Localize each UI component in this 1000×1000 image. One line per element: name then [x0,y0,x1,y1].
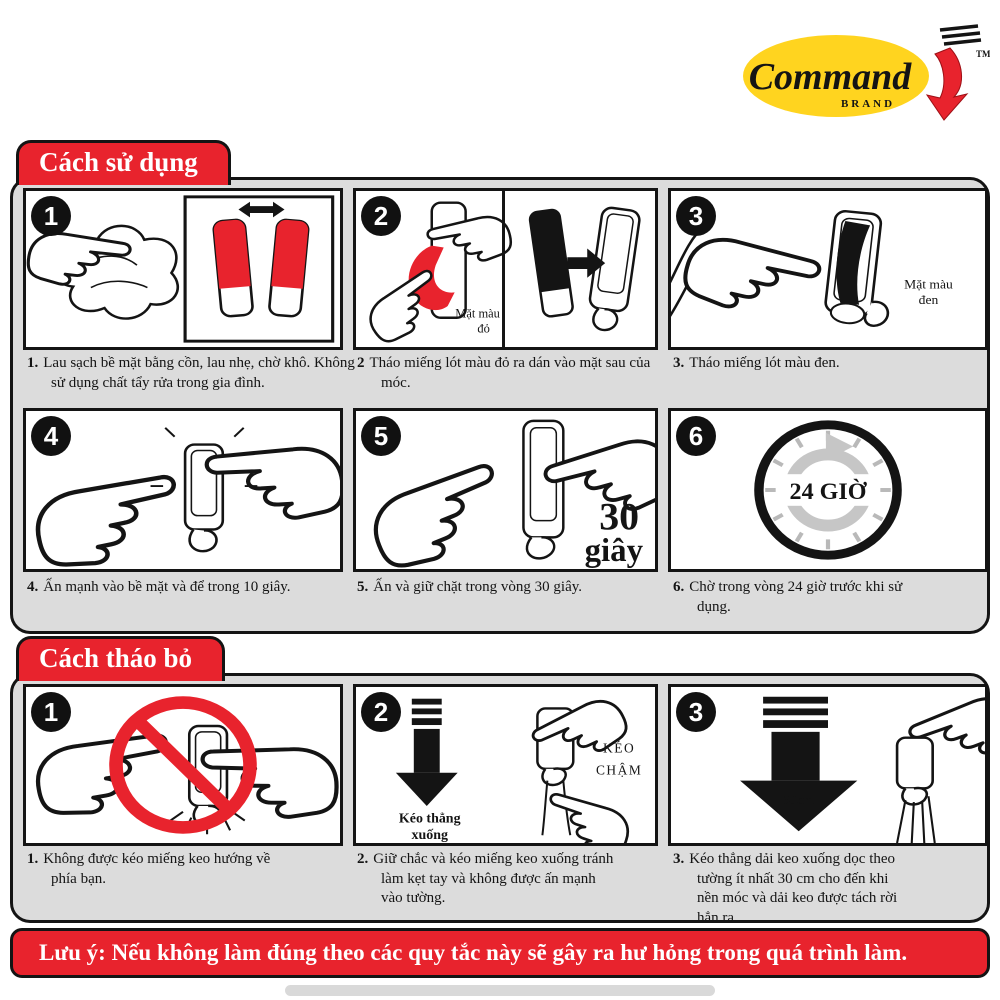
usage-step-2-frame [353,188,658,350]
black-side-label: đen [918,292,939,307]
usage-step-6-caption: 6. Chờ trong vòng 24 giờ trước khi sử dụng. [673,579,903,615]
pull-30cm-illustration [671,687,985,843]
usage-step-5-caption: 5. Ấn và giữ chặt trong vòng 30 giây. [357,579,583,595]
red-side-label: đỏ [477,321,490,336]
logo-arrow-stripes [940,26,981,44]
logo-red-arrow-icon [927,48,967,120]
clock-label: 24 GIỜ [789,479,867,505]
usage-step-6-frame [668,408,988,572]
wait-24h-illustration [671,411,985,569]
slow-pull-label: CHẬM [595,762,643,778]
wipe-surface-illustration [26,191,340,347]
removal-step-2-caption: 2. Giữ chắc và kéo miếng keo xuống tránh làm kẹt tay và không được ấn mạnh vào tường. [357,851,614,906]
peel-black-liner-illustration [671,191,985,347]
step-badge: 3 [676,692,716,732]
arrow-label: xuống [411,827,448,843]
usage-section-tab: Cách sử dụng [16,140,231,185]
hook [523,421,563,558]
hand-icon [542,793,633,843]
warning-bar [10,928,990,978]
press-hook-illustration [26,411,340,569]
step-badge: 4 [31,416,71,456]
removal-panel [10,673,990,926]
seconds-unit: giây [584,533,644,569]
no-pull-forward-illustration [26,687,340,843]
arrow-label: Kéo thẳng [398,810,461,826]
seconds-number: 30 [599,494,640,539]
usage-step-1-frame [23,188,343,350]
removal-section-tab: Cách tháo bỏ [16,636,225,681]
black-side-label: Mặt màu [904,276,953,292]
removal-section [10,636,990,928]
clock-icon [759,425,897,555]
usage-step-4-caption: 4. Ấn mạnh vào bề mặt và để trong 10 giây. [27,579,291,595]
step-badge: 6 [676,416,716,456]
arrow-distance-label: 30cm [783,792,815,807]
logo-brand-name: Command [748,56,912,98]
red-side-label: Mặt màu [455,306,500,321]
step-badge: 3 [676,196,716,236]
hand-icon [678,225,822,331]
step-badge: 1 [31,692,71,732]
command-logo [728,24,990,128]
black-strip [529,209,574,317]
removal-step-2-frame [353,684,658,846]
step-badge: 2 [361,196,401,236]
bottom-strip [285,985,715,996]
step-badge: 5 [361,416,401,456]
slow-pull-label: KÉO [603,740,636,756]
hand-icon [205,437,340,531]
usage-step-5-frame [353,408,658,572]
hook [824,210,899,327]
hook [897,738,933,805]
usage-panel [10,177,990,634]
down-arrow-icon [396,699,458,806]
removal-step-1-frame [23,684,343,846]
hand-icon [366,464,511,569]
hand-icon [33,476,181,568]
down-arrow-icon [740,697,857,832]
removal-step-3-caption: 3. Kéo thẳng dải keo xuống dọc theo tường ít nhất 30 cm cho đến khi nền móc và dải keo được tách rời hẳn ra [673,851,898,926]
removal-step-1-caption: 1. Không được kéo miếng keo hướng về phía bạn. [27,851,271,887]
step-badge: 1 [31,196,71,236]
usage-step-4-frame [23,408,343,572]
logo-sub-brand: BRAND [840,98,896,110]
usage-step-1-caption: 1. Lau sạch bề mặt bằng cồn, lau nhẹ, chờ khô. Không sử dụng chất tẩy rửa trong gia đình. [27,355,355,391]
logo-trademark: TM [976,49,990,59]
removal-step-3-frame [668,684,988,846]
usage-step-3-caption: 3. Tháo miếng lót màu đen. [673,355,840,371]
step-badge: 2 [361,692,401,732]
usage-step-2-caption: 2 Tháo miếng lót màu đỏ ra dán vào mặt sau của móc. [357,355,651,391]
warning-text: Lưu ý: Nếu không làm đúng theo các quy tắc này sẽ gây ra hư hỏng trong quá trình làm. [39,940,908,965]
usage-section [10,140,990,634]
usage-step-3-frame [668,188,988,350]
hand-icon [35,735,171,816]
